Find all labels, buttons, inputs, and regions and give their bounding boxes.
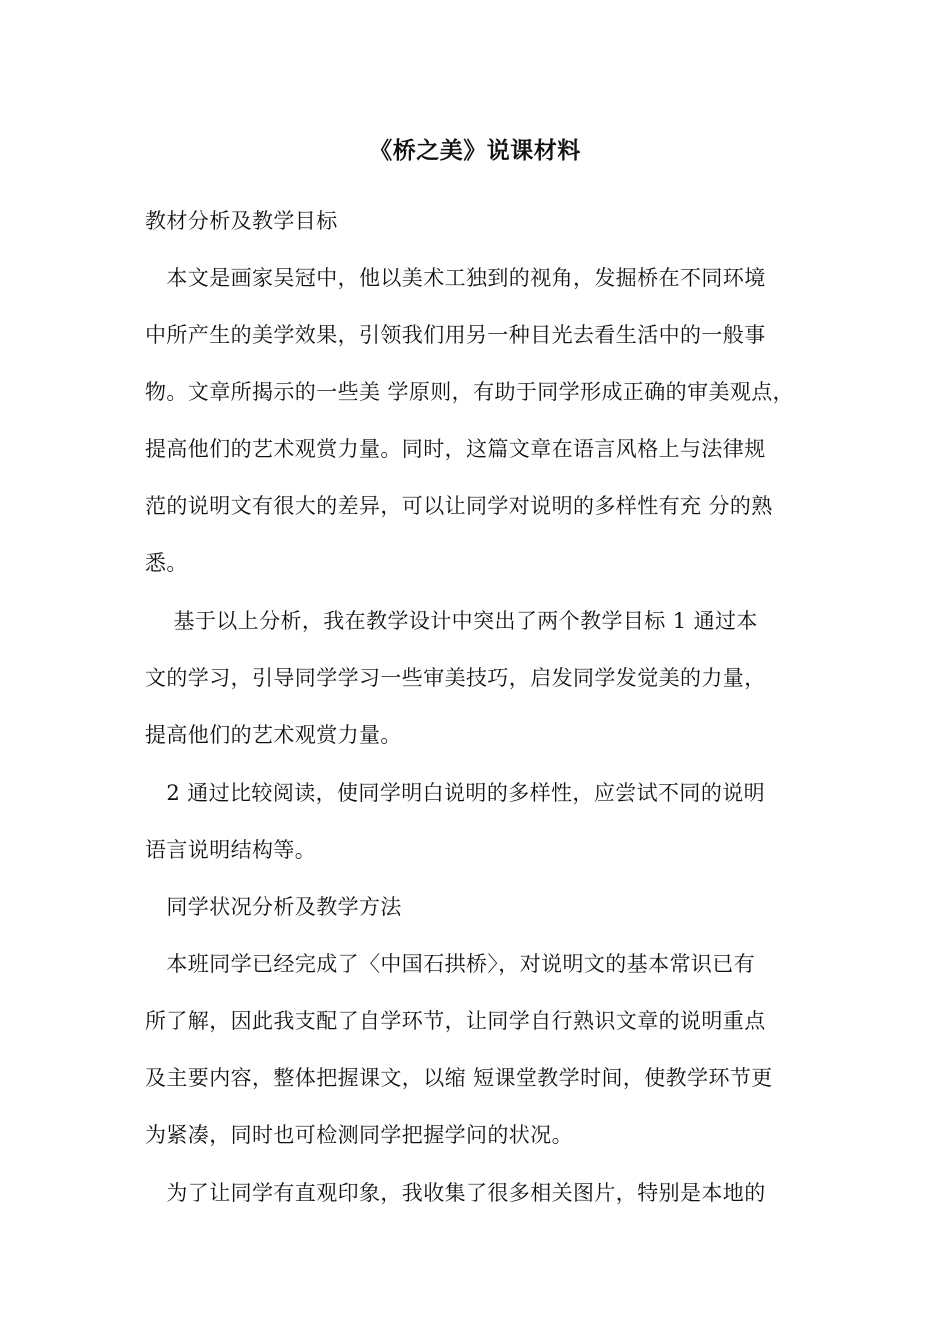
document-title: 《桥之美》说课材料 [369,138,581,164]
paragraph-line: 文的学习，引导同学学习一些审美技巧，启发同学发觉美的力量， [145,666,766,690]
section-heading-teaching-goals: 教材分析及教学目标 [145,209,338,233]
section-heading-student-analysis: 同学状况分析及教学方法 [145,895,402,919]
paragraph-line: 物。文章所揭示的一些美 学原则，有助于同学形成正确的审美观点， [145,380,795,404]
paragraph-line: 2 通过比较阅读，使同学明白说明的多样性，应尝试不同的说明 [145,781,766,805]
paragraph-line: 为紧凑，同时也可检测同学把握学问的状况。 [145,1123,573,1147]
paragraph-line: 本班同学已经完成了〈中国石拱桥〉，对说明文的基本常识已有 [145,952,756,976]
paragraph-line: 提高他们的艺术观赏力量。同时，这篇文章在语言风格上与法律规 [145,437,766,461]
paragraph-line: 本文是画家吴冠中，他以美术工独到的视角，发掘桥在不同环境 [145,266,766,290]
paragraph-line: 语言说明结构等。 [145,838,317,862]
paragraph-line: 为了让同学有直观印象，我收集了很多相关图片，特别是本地的 [145,1181,766,1205]
paragraph-line: 悉。 [145,551,188,575]
paragraph-line: 提高他们的艺术观赏力量。 [145,723,402,747]
paragraph-line: 所了解，因此我支配了自学环节，让同学自行熟识文章的说明重点 [145,1009,766,1033]
paragraph-line: 中所产生的美学效果，引领我们用另一种目光去看生活中的一般事 [145,323,766,347]
paragraph-line: 范的说明文有很大的差异，可以让同学对说明的多样性有充 分的熟 [145,494,773,518]
paragraph-line: 及主要内容，整体把握课文，以缩 短课堂教学时间，使教学环节更 [145,1066,773,1090]
paragraph-line: 基于以上分析，我在教学设计中突出了两个教学目标 1 通过本 [145,609,758,633]
